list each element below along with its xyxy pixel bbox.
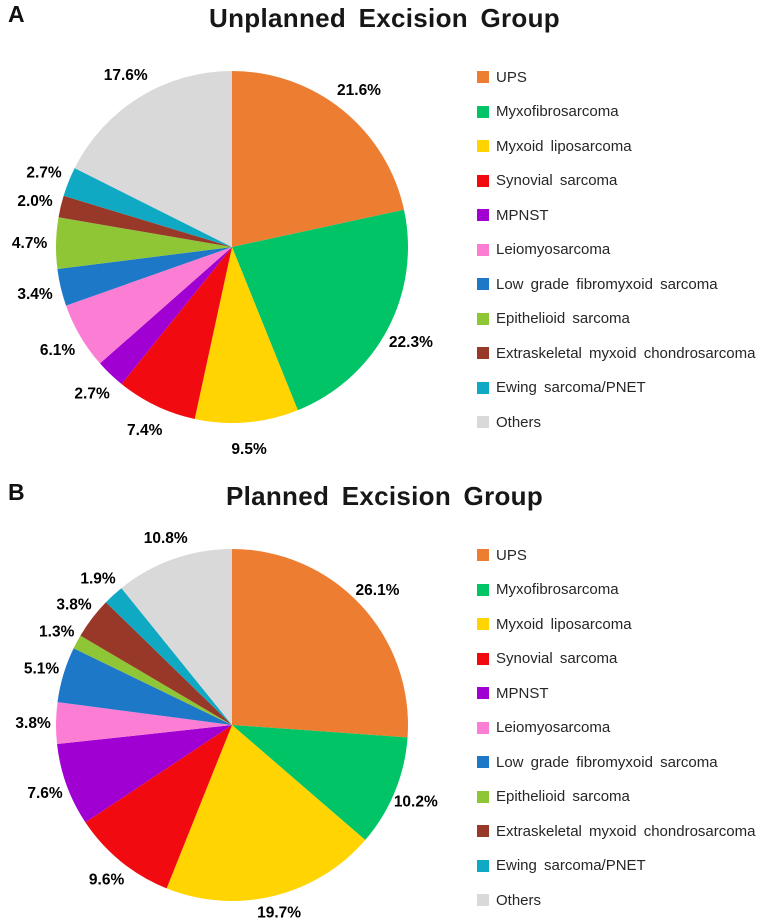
legend-item-others	[477, 405, 755, 440]
legend-label-low-grade-fibromyxoid-sarcoma: Low grade fibromyxoid sarcoma	[496, 753, 718, 771]
legend-item-extraskeletal-myxoid-chondrosarcoma	[477, 814, 755, 849]
legend-swatch-ups	[477, 71, 489, 83]
pie-label-synovial-sarcoma: 9.6%	[88, 871, 125, 889]
pie-label-epithelioid-sarcoma: 4.7%	[11, 234, 48, 252]
legend-swatch-leiomyosarcoma	[477, 722, 489, 734]
legend-item-myxofibrosarcoma	[477, 573, 755, 608]
legend-swatch-others	[477, 894, 489, 906]
legend-swatch-ewing-sarcoma-pnet	[477, 860, 489, 872]
legend-item-epithelioid-sarcoma	[477, 780, 755, 815]
legend-item-mpnst	[477, 198, 755, 233]
legend-b	[477, 538, 755, 918]
legend-item-leiomyosarcoma	[477, 233, 755, 268]
legend-swatch-ups	[477, 549, 489, 561]
legend-label-myxofibrosarcoma: Myxofibrosarcoma	[496, 103, 619, 121]
legend-label-others: Others	[496, 891, 542, 909]
legend-item-mpnst	[477, 676, 755, 711]
legend-swatch-myxoid-liposarcoma	[477, 140, 489, 152]
legend-item-ewing-sarcoma-pnet	[477, 371, 755, 406]
legend-a	[477, 60, 755, 440]
legend-swatch-myxofibrosarcoma	[477, 106, 489, 118]
legend-item-low-grade-fibromyxoid-sarcoma	[477, 267, 755, 302]
legend-swatch-low-grade-fibromyxoid-sarcoma	[477, 278, 489, 290]
legend-label-ups: UPS	[496, 68, 527, 86]
legend-label-myxoid-liposarcoma: Myxoid liposarcoma	[496, 137, 632, 155]
legend-swatch-mpnst	[477, 209, 489, 221]
legend-swatch-epithelioid-sarcoma	[477, 313, 489, 325]
legend-label-extraskeletal-myxoid-chondrosarcoma: Extraskeletal myxoid chondrosarcoma	[496, 344, 756, 362]
legend-label-epithelioid-sarcoma: Epithelioid sarcoma	[496, 310, 630, 328]
legend-label-ups: UPS	[496, 546, 527, 564]
legend-label-myxofibrosarcoma: Myxofibrosarcoma	[496, 581, 619, 599]
legend-label-mpnst: MPNST	[496, 206, 549, 224]
legend-item-leiomyosarcoma	[477, 711, 755, 746]
pie-label-myxofibrosarcoma: 22.3%	[388, 334, 433, 352]
pie-label-ups: 26.1%	[355, 581, 400, 599]
pie-label-leiomyosarcoma: 6.1%	[39, 341, 76, 359]
pie-label-leiomyosarcoma: 3.8%	[15, 715, 51, 733]
legend-swatch-ewing-sarcoma-pnet	[477, 382, 489, 394]
pie-label-epithelioid-sarcoma: 1.3%	[39, 623, 75, 641]
legend-item-ewing-sarcoma-pnet	[477, 849, 755, 884]
legend-swatch-others	[477, 416, 489, 428]
legend-item-epithelioid-sarcoma	[477, 302, 755, 337]
pie-label-mpnst: 7.6%	[27, 785, 63, 803]
legend-item-others	[477, 883, 755, 918]
pie-label-extraskeletal-myxoid-chondrosarcoma: 3.8%	[56, 596, 92, 614]
pie-label-myxofibrosarcoma: 10.2%	[393, 793, 438, 811]
legend-swatch-mpnst	[477, 687, 489, 699]
pie-label-synovial-sarcoma: 7.4%	[127, 422, 163, 440]
legend-swatch-synovial-sarcoma	[477, 653, 489, 665]
legend-swatch-extraskeletal-myxoid-chondrosarcoma	[477, 347, 489, 359]
legend-label-others: Others	[496, 413, 542, 431]
panel-b	[0, 478, 769, 922]
legend-swatch-myxoid-liposarcoma	[477, 618, 489, 630]
legend-item-myxoid-liposarcoma	[477, 607, 755, 642]
pie-label-myxoid-liposarcoma: 19.7%	[257, 904, 302, 922]
pie-label-ewing-sarcoma-pnet: 1.9%	[80, 570, 116, 588]
legend-swatch-extraskeletal-myxoid-chondrosarcoma	[477, 825, 489, 837]
pie-label-ups: 21.6%	[337, 81, 381, 99]
legend-label-synovial-sarcoma: Synovial sarcoma	[496, 172, 618, 190]
pie-label-myxoid-liposarcoma: 9.5%	[231, 441, 267, 459]
pie-slice-ups	[232, 549, 408, 737]
legend-swatch-myxofibrosarcoma	[477, 584, 489, 596]
pie-label-low-grade-fibromyxoid-sarcoma: 3.4%	[17, 286, 53, 304]
pie-label-low-grade-fibromyxoid-sarcoma: 5.1%	[23, 660, 60, 678]
legend-item-extraskeletal-myxoid-chondrosarcoma	[477, 336, 755, 371]
legend-item-ups	[477, 60, 755, 95]
panel-a-title: Unplanned Excision Group	[209, 3, 560, 33]
legend-item-myxofibrosarcoma	[477, 95, 755, 130]
panel-a-letter: A	[8, 1, 25, 27]
legend-label-ewing-sarcoma-pnet: Ewing sarcoma/PNET	[496, 379, 646, 397]
pie-label-mpnst: 2.7%	[74, 385, 110, 403]
legend-swatch-epithelioid-sarcoma	[477, 791, 489, 803]
panel-b-title: Planned Excision Group	[225, 481, 544, 511]
legend-item-synovial-sarcoma	[477, 642, 755, 677]
legend-label-ewing-sarcoma-pnet: Ewing sarcoma/PNET	[496, 857, 646, 875]
pie-label-extraskeletal-myxoid-chondrosarcoma: 2.0%	[17, 192, 53, 210]
legend-swatch-leiomyosarcoma	[477, 244, 489, 256]
legend-label-synovial-sarcoma: Synovial sarcoma	[496, 650, 618, 668]
legend-swatch-synovial-sarcoma	[477, 175, 489, 187]
pie-label-ewing-sarcoma-pnet: 2.7%	[26, 164, 62, 182]
legend-label-epithelioid-sarcoma: Epithelioid sarcoma	[496, 788, 630, 806]
legend-item-myxoid-liposarcoma	[477, 129, 755, 164]
legend-label-leiomyosarcoma: Leiomyosarcoma	[496, 719, 611, 737]
pie-label-others: 10.8%	[143, 529, 188, 547]
legend-label-leiomyosarcoma: Leiomyosarcoma	[496, 241, 611, 259]
legend-item-ups	[477, 538, 755, 573]
legend-label-extraskeletal-myxoid-chondrosarcoma: Extraskeletal myxoid chondrosarcoma	[496, 822, 756, 840]
pie-label-others: 17.6%	[103, 67, 148, 85]
legend-swatch-low-grade-fibromyxoid-sarcoma	[477, 756, 489, 768]
legend-label-low-grade-fibromyxoid-sarcoma: Low grade fibromyxoid sarcoma	[496, 275, 718, 293]
legend-label-myxoid-liposarcoma: Myxoid liposarcoma	[496, 615, 632, 633]
panel-b-letter: B	[8, 479, 25, 505]
legend-item-low-grade-fibromyxoid-sarcoma	[477, 745, 755, 780]
legend-item-synovial-sarcoma	[477, 164, 755, 199]
legend-label-mpnst: MPNST	[496, 684, 549, 702]
